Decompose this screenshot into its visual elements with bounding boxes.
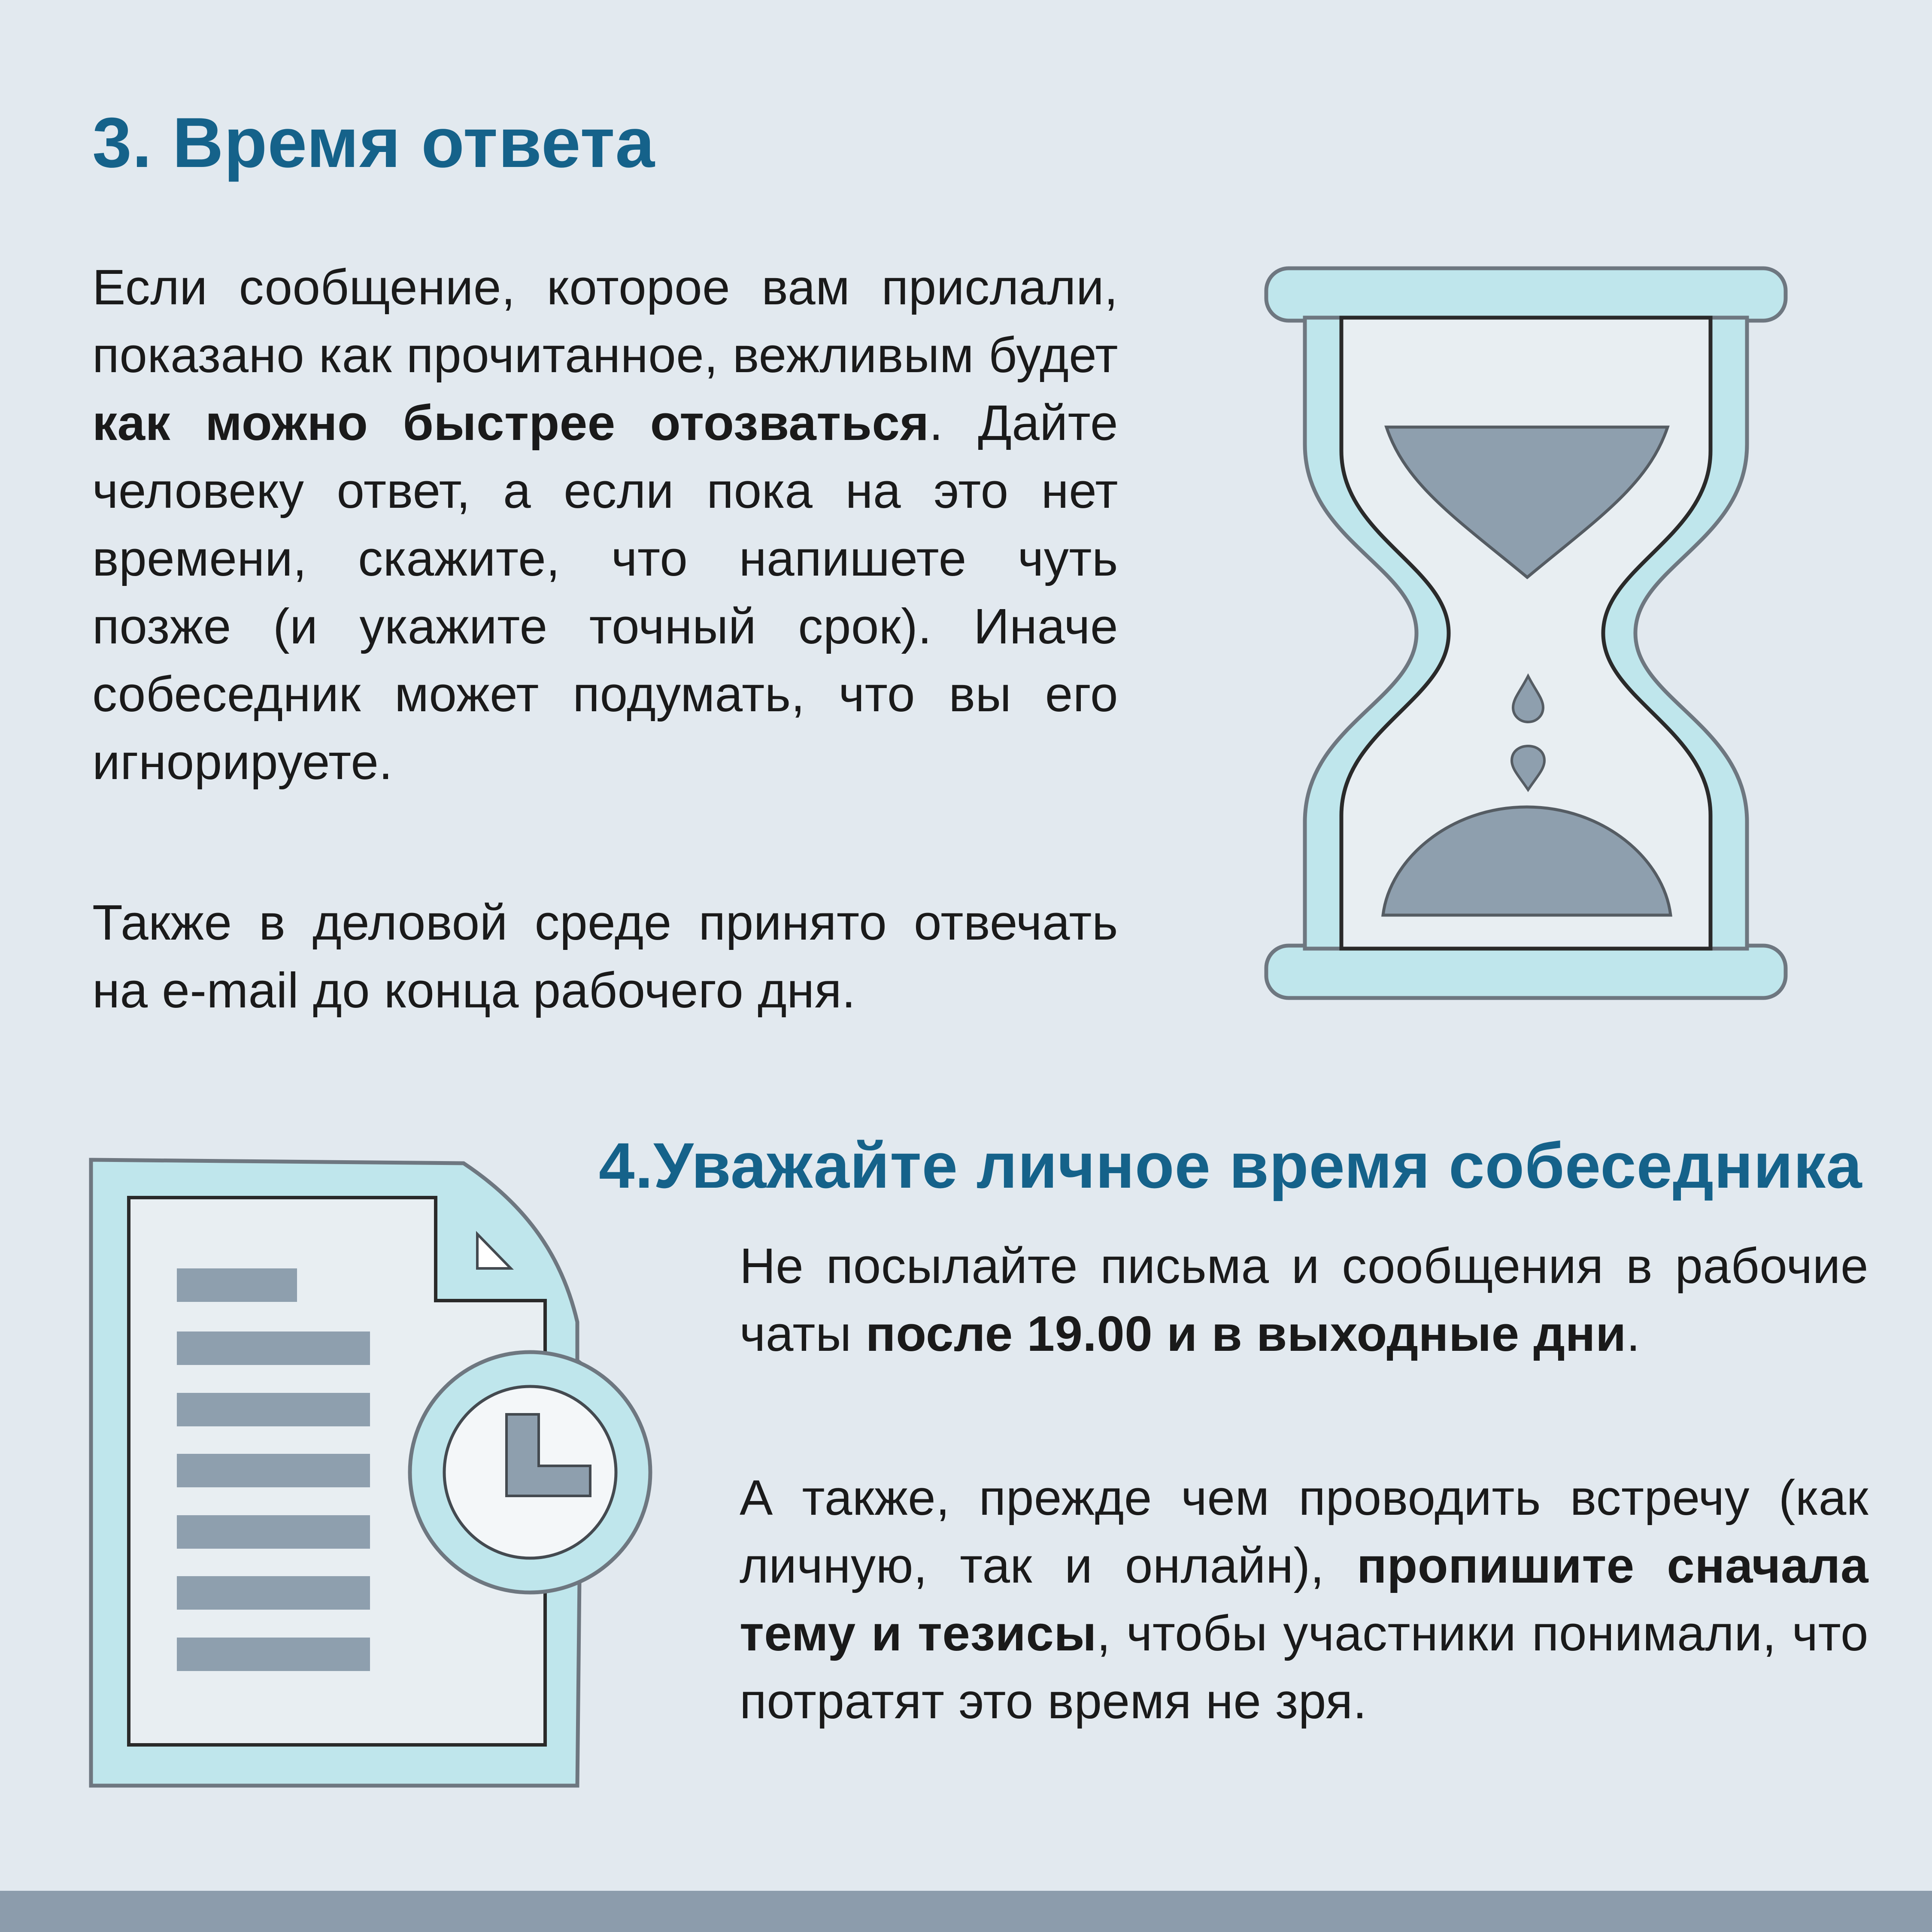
text-run: Также в деловой среде принято отвечать на e-mail до конца рабочего дня. <box>92 895 1118 1018</box>
bold-text-run: как можно быстрее отозваться <box>92 395 929 451</box>
section-4-paragraph-2 <box>740 1464 1868 1735</box>
hourglass-icon <box>1262 262 1790 1004</box>
footer-bar <box>0 1891 1932 1932</box>
text-run: Не посылайте письма и сообщения в рабочие чаты <box>740 1238 1868 1362</box>
text-run: , чтобы участники понимали, что потратят это время не зря. <box>740 1605 1868 1729</box>
text-run: А также, прежде чем проводить встречу (как личную, так и онлайн), <box>740 1470 1868 1593</box>
document-clock-icon <box>86 1155 657 1790</box>
bold-text-run: пропишите сначала тему и тезисы <box>740 1538 1869 1661</box>
section-3-paragraph-2 <box>92 889 1118 1024</box>
section-3-title: 3. Время ответа <box>92 103 655 182</box>
text-run: . Дайте человеку ответ, а если пока на это нет времени, скажите, что напишете чуть позже (и укажите точный срок). Иначе собеседник может подумать, что вы его игнорируете. <box>92 395 1118 790</box>
text-run: Если сообщение, которое вам прислали, показано как прочитанное, вежливым будет <box>92 259 1118 383</box>
section-3-paragraph-1 <box>92 253 1118 796</box>
section-4-title: 4.Уважайте личное время собеседника <box>599 1129 1862 1201</box>
text-run: . <box>1626 1306 1641 1362</box>
section-4-paragraph-1 <box>740 1232 1868 1368</box>
bold-text-run: после 19.00 и в выходные дни <box>865 1306 1626 1362</box>
